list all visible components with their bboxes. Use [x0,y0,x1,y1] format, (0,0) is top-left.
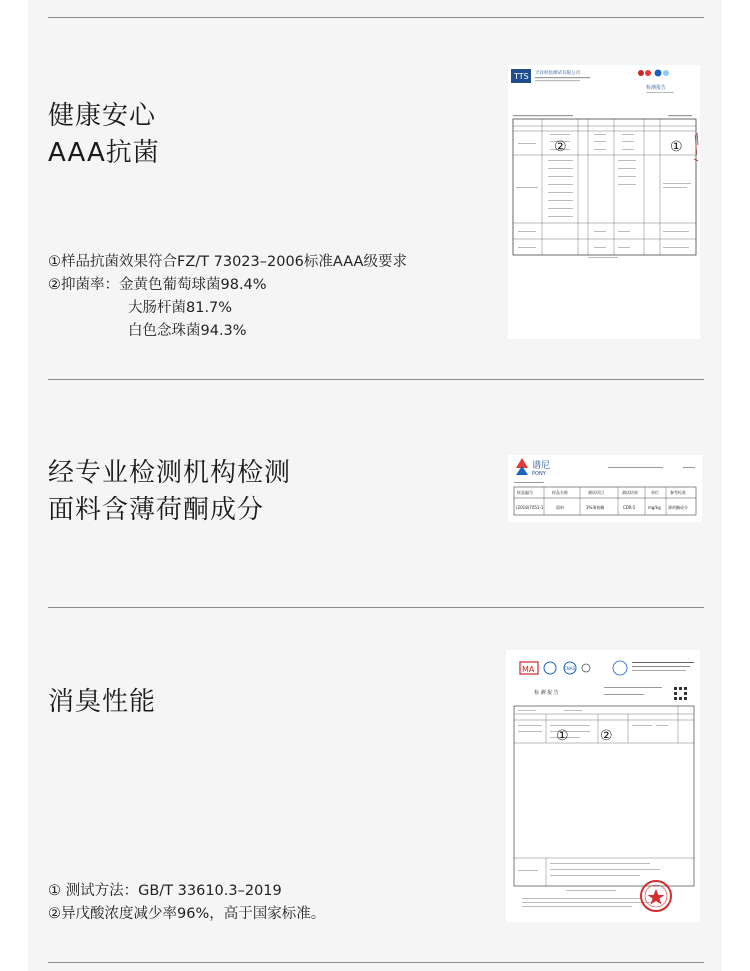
menthone-test-report-image [508,455,702,522]
table-cell: CDR-5 [623,505,636,510]
section-title-line: 经专业检测机构检测 [48,458,292,488]
ma-logo: MA [522,665,535,674]
marker-circle-2: ② [600,728,613,744]
section-title-line: 面料含薄荷酮成分 [48,495,265,525]
right-margin [722,0,750,971]
table-cell: mg/kg [648,505,661,510]
table-header: 测试结果 [622,490,638,495]
desc-line: ① 测试方法：GB/T 33610.3–2019 [48,883,282,899]
table-header: 样品编号 [517,490,533,495]
lab-logo-cn: 谱尼 [532,461,551,471]
left-margin [0,0,28,971]
table-cell: 面料 [556,505,564,510]
desc-line: ①样品抗菌效果符合FZ/T 73023–2006标准AAA级要求 [48,254,407,270]
section-title-menthone [48,455,291,529]
table-header: 参考标准 [670,490,686,495]
report-title: 检测报告 [646,85,667,91]
report-title: 检 测 报 告 [534,690,559,696]
desc-line: ②抑菌率：金黄色葡萄球菌98.4% [48,277,267,293]
table-header: 单位 [651,490,659,495]
svg-text:TTS: TTS [514,72,529,81]
deodorizing-description [48,880,325,926]
desc-line: 大肠杆菌81.7% [128,300,233,316]
divider [48,379,704,380]
divider [48,962,704,963]
deodorizing-test-report-image [506,650,700,922]
section-title-line: 消臭性能 [48,687,157,717]
section-title-line: AAA抗菌 [48,138,160,168]
table-header: 测试项目 [588,490,604,495]
section-title-antibacterial [48,98,160,172]
antibacterial-test-report-image [508,65,700,339]
cnas-logo: CNAS [564,666,576,671]
table-header: 样品名称 [552,490,568,495]
marker-circle-1: ① [670,139,683,155]
marker-circle-2: ② [554,139,567,155]
lab-name: 天祥检验测试有限公司 [535,71,580,76]
table-cell: 薄荷酮成分 [668,505,688,510]
section-title-line: 健康安心 [48,101,157,131]
desc-line: ②异戊酸浓度减少率96%，高于国家标准。 [48,906,326,922]
table-cell: (2018)7051-1 [516,505,544,510]
lab-logo-en: PONY [532,471,546,477]
table-cell: 3%薄荷酮 [586,505,605,510]
desc-line: 白色念珠菌94.3% [128,323,247,339]
antibacterial-description [48,251,407,343]
section-title-deodorizing [48,684,156,721]
divider [48,607,704,608]
marker-circle-1: ① [556,728,569,744]
divider [48,17,704,18]
